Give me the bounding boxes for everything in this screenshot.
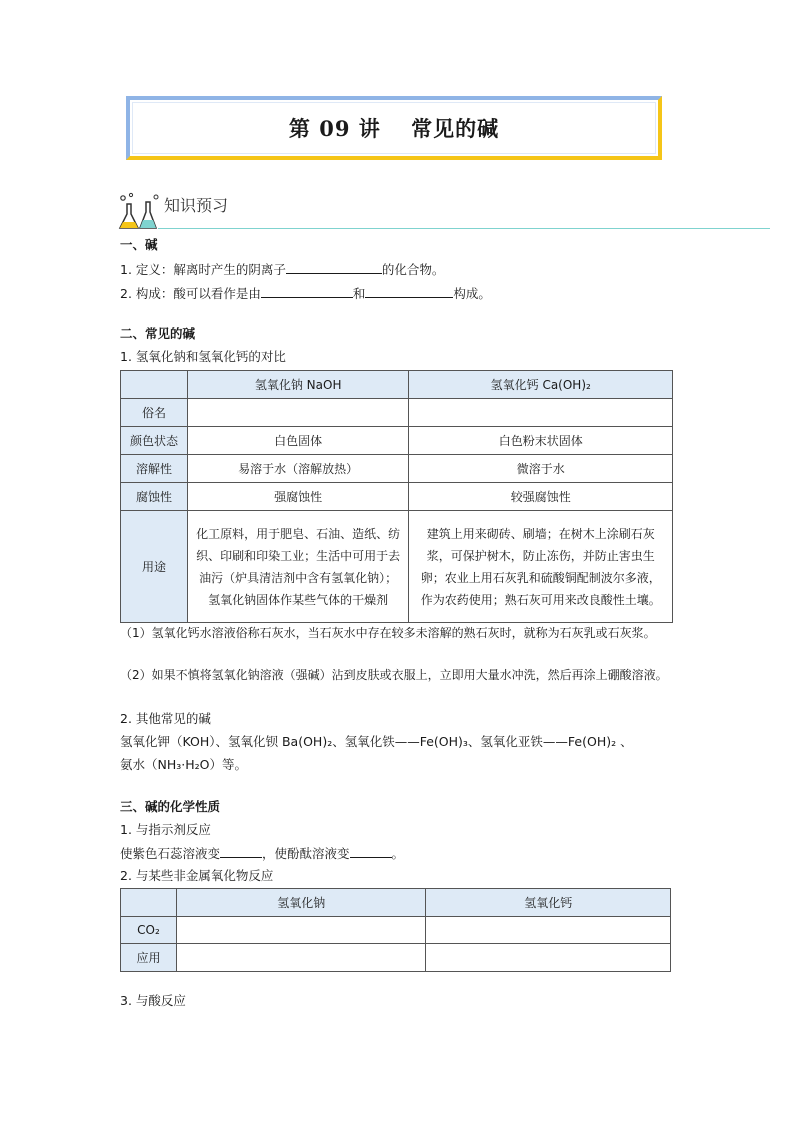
phenolphthalein-blank[interactable] bbox=[350, 844, 392, 858]
table-cell[interactable] bbox=[409, 399, 673, 427]
indicator-subtitle: 1. 与指示剂反应 bbox=[120, 822, 211, 837]
litmus-blank[interactable] bbox=[220, 844, 262, 858]
composition-prefix: 2. 构成：酸可以看作是由 bbox=[120, 286, 261, 301]
composition-mid: 和 bbox=[352, 286, 366, 301]
indicator-line bbox=[120, 844, 404, 863]
heading-chemical-properties: 三、碱的化学性质 bbox=[120, 799, 221, 814]
table-cell[interactable] bbox=[176, 944, 426, 972]
table-header-cell: 氢氧化钙 bbox=[426, 889, 671, 917]
table-cell[interactable] bbox=[426, 944, 671, 972]
table-row bbox=[121, 511, 673, 623]
table-cell: 强腐蚀性 bbox=[187, 483, 409, 511]
note-safety: （2）如果不慎将氢氧化钠溶液（强碱）沾到皮肤或衣服上，立即用大量水冲洗，然后再涂上硼酸溶液。 bbox=[120, 668, 668, 682]
table-header-cell bbox=[121, 889, 177, 917]
table-header-cell: 氢氧化钙 Ca(OH)₂ bbox=[409, 371, 673, 399]
table-cell-usage-naoh: 化工原料，用于肥皂、石油、造纸、纺织、印刷和印染工业；生活中可用于去油污（炉具清洁剂中含有氢氧化钠）；氢氧化钠固体作某些气体的干燥剂 bbox=[187, 511, 409, 623]
table-header-cell: 氢氧化钠 NaOH bbox=[187, 371, 409, 399]
other-bases-list-2: 氨水（NH₃·H₂O）等。 bbox=[120, 757, 247, 772]
composition-blank-2[interactable] bbox=[365, 284, 453, 298]
indicator-prefix: 使紫色石蕊溶液变 bbox=[120, 846, 221, 861]
row-label: 俗名 bbox=[121, 399, 188, 427]
title-box bbox=[126, 96, 662, 160]
other-bases-list: 氢氧化钾（KOH）、氢氧化钡 Ba(OH)₂、氢氧化铁——Fe(OH)₃、氢氧化亚铁——Fe(OH)₂ 、 bbox=[120, 734, 633, 749]
composition-line bbox=[120, 284, 491, 303]
oxide-table bbox=[120, 888, 671, 972]
row-label: 溶解性 bbox=[121, 455, 188, 483]
row-label: 用途 bbox=[121, 511, 188, 623]
indicator-suffix: 。 bbox=[391, 846, 405, 861]
acid-reaction-subtitle: 3. 与酸反应 bbox=[120, 993, 186, 1008]
table-header-row bbox=[121, 889, 671, 917]
table-row bbox=[121, 483, 673, 511]
table-cell: 白色固体 bbox=[187, 427, 409, 455]
indicator-mid: ，使酚酞溶液变 bbox=[262, 846, 350, 861]
table-header-row bbox=[121, 371, 673, 399]
table-header-cell bbox=[121, 371, 188, 399]
table-cell: 微溶于水 bbox=[409, 455, 673, 483]
row-label: 腐蚀性 bbox=[121, 483, 188, 511]
table-cell: 较强腐蚀性 bbox=[409, 483, 673, 511]
comparison-subtitle: 1. 氢氧化钠和氢氧化钙的对比 bbox=[120, 349, 286, 364]
nonmetal-oxide-subtitle: 2. 与某些非金属氧化物反应 bbox=[120, 868, 274, 883]
note-lime-water: （1）氢氧化钙水溶液俗称石灰水，当石灰水中存在较多未溶解的熟石灰时，就称为石灰乳或石灰浆。 bbox=[120, 626, 656, 640]
table-row bbox=[121, 917, 671, 944]
heading-common-bases: 二、常见的碱 bbox=[120, 326, 196, 341]
section-header bbox=[118, 190, 770, 234]
row-label: 应用 bbox=[121, 944, 177, 972]
definition-suffix: 的化合物。 bbox=[381, 262, 445, 277]
definition-line bbox=[120, 260, 444, 279]
section-divider bbox=[158, 228, 770, 229]
table-cell: 易溶于水（溶解放热） bbox=[187, 455, 409, 483]
comparison-table bbox=[120, 370, 673, 623]
row-label: CO₂ bbox=[121, 917, 177, 944]
table-header-cell: 氢氧化钠 bbox=[176, 889, 426, 917]
other-bases-subtitle: 2. 其他常见的碱 bbox=[120, 711, 211, 726]
table-row bbox=[121, 944, 671, 972]
section-title: 知识预习 bbox=[164, 196, 229, 215]
table-cell-usage-caoh: 建筑上用来砌砖、刷墙；在树木上涂刷石灰浆，可保护树木，防止冻伤，并防止害虫生卵；农业上用石灰乳和硫酸铜配制波尔多液，作为农药使用；熟石灰可用来改良酸性土壤。 bbox=[409, 511, 673, 623]
table-row bbox=[121, 399, 673, 427]
table-cell[interactable] bbox=[426, 917, 671, 944]
table-cell[interactable] bbox=[187, 399, 409, 427]
composition-blank-1[interactable] bbox=[261, 284, 353, 298]
definition-blank[interactable] bbox=[286, 260, 382, 274]
definition-prefix: 1. 定义：解离时产生的阴离子 bbox=[120, 262, 286, 277]
composition-suffix: 构成。 bbox=[453, 286, 491, 301]
table-row bbox=[121, 427, 673, 455]
heading-base: 一、碱 bbox=[120, 237, 158, 252]
table-row bbox=[121, 455, 673, 483]
row-label: 颜色状态 bbox=[121, 427, 188, 455]
table-cell: 白色粉末状固体 bbox=[409, 427, 673, 455]
flask-icon bbox=[118, 192, 162, 232]
page-title: 第 09 讲 常见的碱 bbox=[288, 116, 500, 141]
table-cell[interactable] bbox=[176, 917, 426, 944]
